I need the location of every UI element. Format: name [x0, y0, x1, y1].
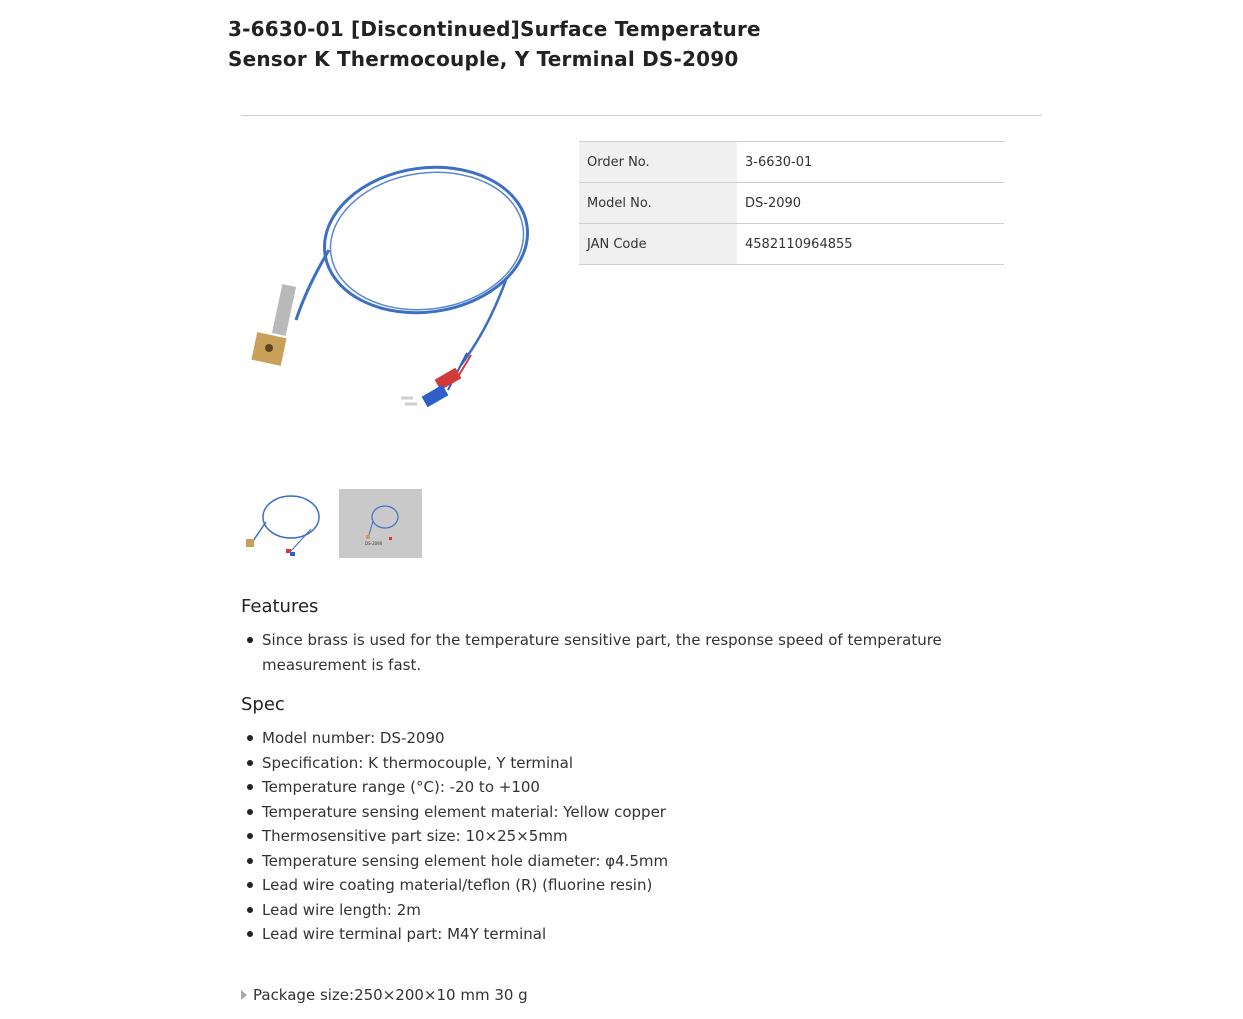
spec-row-order	[579, 142, 1004, 183]
thumbnail-2[interactable]	[339, 489, 422, 558]
spec-heading: Spec	[241, 694, 285, 715]
product-title-line2: Sensor K Thermocouple, Y Terminal DS-2090	[228, 47, 739, 71]
list-item: Model number: DS-2090	[241, 726, 1041, 751]
spec-label: Model No.	[579, 183, 737, 224]
header-divider	[241, 115, 1042, 116]
package-text: Package size:250×200×10 mm 30 g	[253, 986, 528, 1004]
list-item: Lead wire coating material/teflon (R) (fluorine resin)	[241, 873, 1041, 898]
spec-value: DS-2090	[745, 195, 802, 211]
list-item: Temperature range (°C): -20 to +100	[241, 775, 1041, 800]
features-heading: Features	[241, 596, 319, 617]
spec-row-model	[579, 183, 1004, 224]
spec-label: Order No.	[579, 142, 737, 183]
features-list	[241, 628, 1041, 677]
product-title	[228, 14, 848, 74]
spec-table	[579, 141, 1004, 265]
list-item: Temperature sensing element hole diameter: φ4.5mm	[241, 849, 1041, 874]
spec-label: JAN Code	[579, 224, 737, 265]
thumbnail-caption: DS-2090	[365, 541, 383, 546]
list-item: Temperature sensing element material: Yellow copper	[241, 800, 1041, 825]
spec-value: 4582110964855	[745, 236, 853, 252]
package-info	[241, 986, 528, 1004]
list-item: Thermosensitive part size: 10×25×5mm	[241, 824, 1041, 849]
thumbnail-1[interactable]	[241, 489, 324, 558]
list-item: Since brass is used for the temperature sensitive part, the response speed of temperature measurement is fast.	[241, 628, 1041, 677]
list-item: Lead wire length: 2m	[241, 898, 1041, 923]
list-item: Specification: K thermocouple, Y terminal	[241, 751, 1041, 776]
spec-list	[241, 726, 1041, 947]
product-main-image[interactable]	[241, 140, 541, 440]
product-title-line1: 3-6630-01 [Discontinued]Surface Temperature	[228, 17, 761, 41]
spec-value: 3-6630-01	[745, 154, 813, 170]
list-item: Lead wire terminal part: M4Y terminal	[241, 922, 1041, 947]
spec-row-jan	[579, 224, 1004, 265]
triangle-right-icon	[241, 990, 247, 1000]
